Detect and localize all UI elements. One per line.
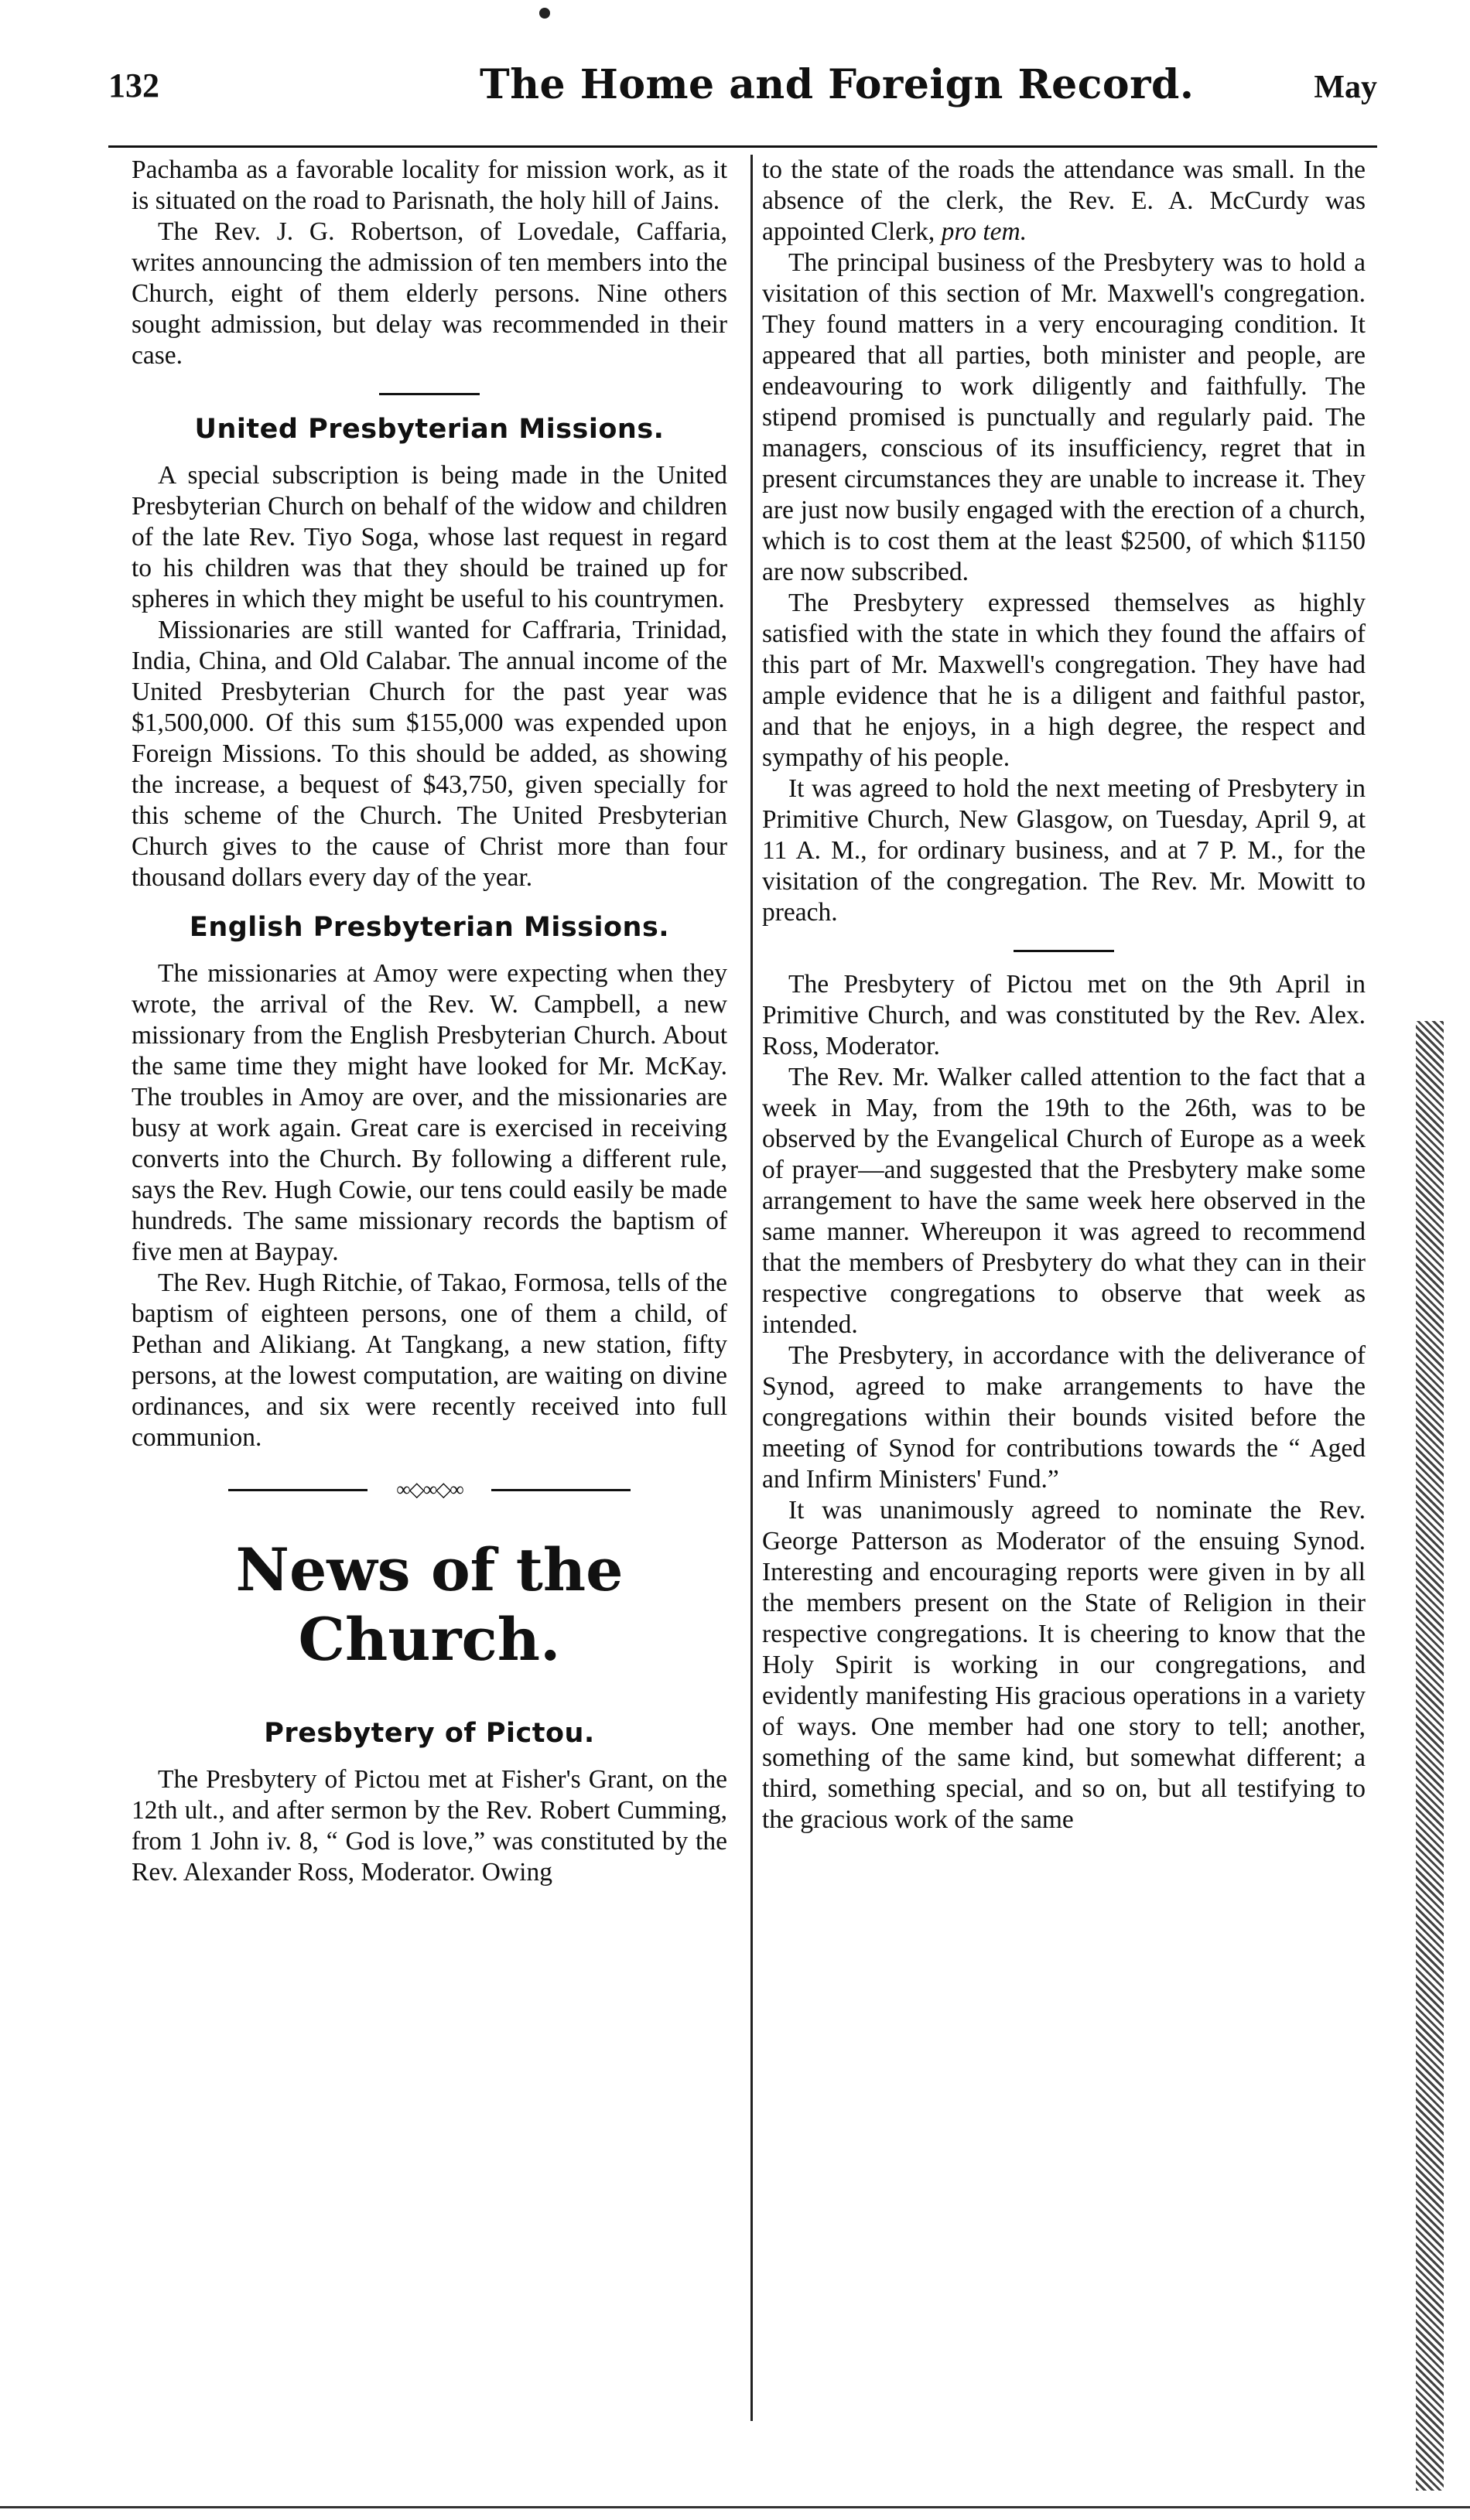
section-heading-english-presbyterian: English Presbyterian Missions. (189, 912, 670, 943)
paragraph: A special subscription is being made in the United Presbyterian Church on behalf of the widow and children of the late Rev. Tiyo Soga, whose last request in regard to his children was that they should be trained up for spheres in which they might be useful to his countrymen. (132, 461, 727, 613)
paragraph: The Presbytery of Pictou met on the 9th April in Primitive Church, and was constituted by the Rev. Alex. Ross, Moderator. (762, 970, 1366, 1060)
section-rule (1014, 950, 1114, 952)
ornamental-divider: ∞◇∞◇∞ (228, 1480, 631, 1500)
paragraph: The Presbytery expressed themselves as highly satisfied with the state in which they found the affairs of this part of Mr. Maxwell's congregation. They have had ample evidence that he is a diligent and faithful pastor, and that he enjoys, in a high degree, the respect and sympathy of his people. (762, 589, 1366, 772)
paragraph: It was agreed to hold the next meeting of Presbytery in Primitive Church, New Glasgow, on Tuesday, April 9, at 11 A. M., for ordinary business, and at 7 P. M., for the visitation of the congregation. The Rev. Mr. Mowitt to preach. (762, 774, 1366, 927)
column-divider (750, 155, 753, 2421)
paragraph: to the state of the roads the attendance was small. In the absence of the clerk, the Rev. E. A. McCurdy was appointed Clerk, pro tem. (762, 155, 1366, 246)
paragraph: Missionaries are still wanted for Caffraria, Trinidad, India, China, and Old Calabar. The annual income of the United Presbyterian Church for the past year was $1,500,000. Of this sum $155,000 was expended upon Foreign Missions. To this should be added, as showing the increase, a bequest of $43,750, given specially for this scheme of the Church. The United Presbyterian Church gives to the cause of Christ more than four thousand dollars every day of the year. (132, 616, 727, 892)
paragraph: The Rev. Mr. Walker called attention to the fact that a week in May, from the 19th to the 26th, was to be observed by the Evangelical Church of Europe as a week of prayer—and suggested that the Presbytery make some arrangement to have the same week here observed in the same manner. Whereupon it was agreed to recommend that the members of Presbytery do what they can in their respective congregations to observe that week as intended. (762, 1063, 1366, 1339)
section-rule (379, 393, 480, 395)
printer-mark-dot (539, 8, 550, 19)
section-heading-united-presbyterian: United Presbyterian Missions. (194, 414, 665, 445)
header-rule (108, 145, 1377, 148)
paragraph: The Presbytery of Pictou met at Fisher's Grant, on the 12th ult., and after sermon by the Rev. Robert Cumming, from 1 John iv. 8, “ God is love,” was constituted by the Rev. Alexander Ross, Moderator. Owing (132, 1765, 727, 1887)
page-edge-texture (1416, 1021, 1444, 2491)
right-column (762, 155, 1366, 1835)
page-number: 132 (108, 67, 159, 104)
paragraph: Pachamba as a favorable locality for mission work, as it is situated on the road to Parisnath, the holy hill of Jains. (132, 155, 727, 215)
paragraph: The Rev. J. G. Robertson, of Lovedale, Caffaria, writes announcing the admission of ten members into the Church, eight of them elderly persons. Nine others sought admission, but delay was recommended in their case. (132, 217, 727, 370)
paragraph: The Rev. Hugh Ritchie, of Takao, Formosa, tells of the baptism of eighteen persons, one of them a child, of Pethan and Alikiang. At Tangkang, a new station, fifty persons, at the lowest computation, are waiting on divine ordinances, and six were recently received into full communion. (132, 1269, 727, 1452)
paragraph: The Presbytery, in accordance with the deliverance of Synod, agreed to make arrangements to have the congregations within their bounds visited before the meeting of Synod for contributions towards the “ Aged and Infirm Ministers' Fund.” (762, 1341, 1366, 1494)
section-heading-presbytery-of-pictou: Presbytery of Pictou. (264, 1718, 595, 1749)
news-of-the-church-title: News of the Church. (235, 1535, 624, 1674)
issue-month: May (1314, 70, 1377, 105)
paragraph: The principal business of the Presbytery was to hold a visitation of this section of Mr. Maxwell's congregation. They found matters in a very encouraging condition. It appeared that all parties, both minister and people, are endeavouring to work diligently and faithfully. The stipend promised is punctually and regularly paid. The managers, conscious of its insufficiency, regret that in present circumstances they are unable to increase it. They are just now busily engaged with the erection of a church, which is to cost them at the least $2500, of which $1150 are now subscribed. (762, 248, 1366, 586)
page-header (108, 61, 1377, 128)
journal-title: The Home and Foreign Record. (480, 61, 1195, 108)
paragraph: It was unanimously agreed to nominate the Rev. George Patterson as Moderator of the ensuing Synod. Interesting and encouraging reports were given in by all the members present on the State of Religion in their respective congregations. It is cheering to know that the Holy Spirit is working in our congregations, and evidently manifesting His gracious operations in a variety of ways. One member had one story to tell; another, something of the same kind, but somewhat different; a third, something special, and so on, but all testifying to the gracious work of the same (762, 1496, 1366, 1834)
left-column (132, 155, 727, 1888)
scan-bottom-edge (0, 2506, 1470, 2508)
paragraph: The missionaries at Amoy were expecting when they wrote, the arrival of the Rev. W. Campbell, a new missionary from the English Presbyterian Church. About the same time they might have looked for Mr. McKay. The troubles in Amoy are over, and the missionaries are busy at work again. Great care is exercised in receiving converts into the Church. By following a different rule, says the Rev. Hugh Cowie, our tens could easily be made hundreds. The same missionary records the baptism of five men at Baypay. (132, 959, 727, 1266)
